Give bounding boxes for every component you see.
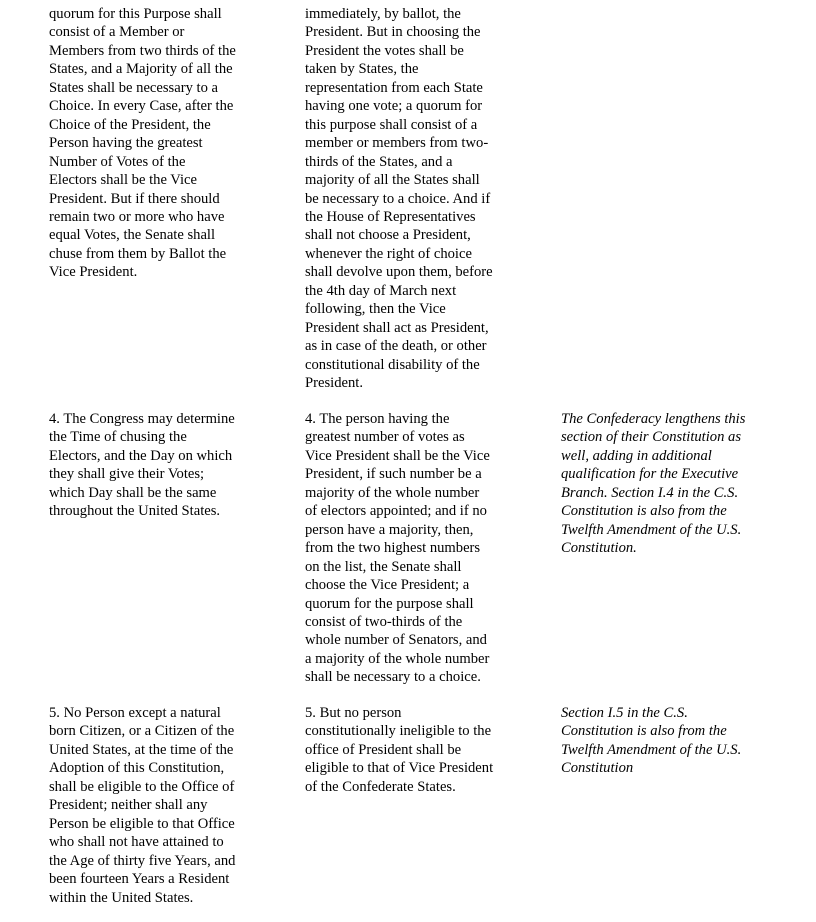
- commentary-row-2: The Confederacy lengthens this section of their Constitution as well, adding in additional qualification for the Executive Branch. Section I.4 in the C.S. Constitution is also from the Twelfth Amendment of the U.S. Constitution.: [561, 411, 746, 557]
- us-constitution-text-row-3: 5. No Person except a natural born Citizen, or a Citizen of the United States, at the time of the Adoption of this Constitution, shall be eligible to the Office of President; neither shall any Person be eligible to that Office who shall not have attained to the Age of thirty five Years, and been fourteen Years a Resident within the United States.: [49, 705, 236, 906]
- us-constitution-text-row-2: 4. The Congress may determine the Time of chusing the Electors, and the Day on which they shall give their Votes; which Day shall be the same throughout the United States.: [49, 411, 235, 520]
- cs-constitution-text-row-1: immediately, by ballot, the President. But in choosing the President the votes shall be taken by States, the representation from each State having one vote; a quorum for this purpose shall consist of a member or members from two- thirds of the States, and a majority of all the States shall be necessary to a choice. And if the House of Representatives shall not choose a President, whenever the right of choice shall devolve upon them, before the 4th day of March next following, then the Vice President shall act as President, as in case of the death, or other constitutional disability of the President.: [305, 6, 493, 392]
- cs-constitution-text-row-2: 4. The person having the greatest number of votes as Vice President shall be the Vice President, if such number be a majority of the whole number of electors appointed; and if no person have a majority, then, from the two highest numbers on the list, the Senate shall choose the Vice President; a quorum for the purpose shall consist of two-thirds of the whole number of Senators, and a majority of the whole number shall be necessary to a choice.: [305, 411, 490, 686]
- us-constitution-text-row-1: quorum for this Purpose shall consist of a Member or Members from two thirds of the States, and a Majority of all the States shall be necessary to a Choice. In every Case, after the Choice of the President, the Person having the greatest Number of Votes of the Electors shall be the Vice President. But if there should remain two or more who have equal Votes, the Senate shall chuse from them by Ballot the Vice President.: [49, 6, 236, 281]
- commentary-row-3: Section I.5 in the C.S. Constitution is also from the Twelfth Amendment of the U.S. Constitution: [561, 705, 742, 777]
- cs-constitution-text-row-3: 5. But no person constitutionally ineligible to the office of President shall be eligible to that of Vice President of the Confederate States.: [305, 705, 494, 795]
